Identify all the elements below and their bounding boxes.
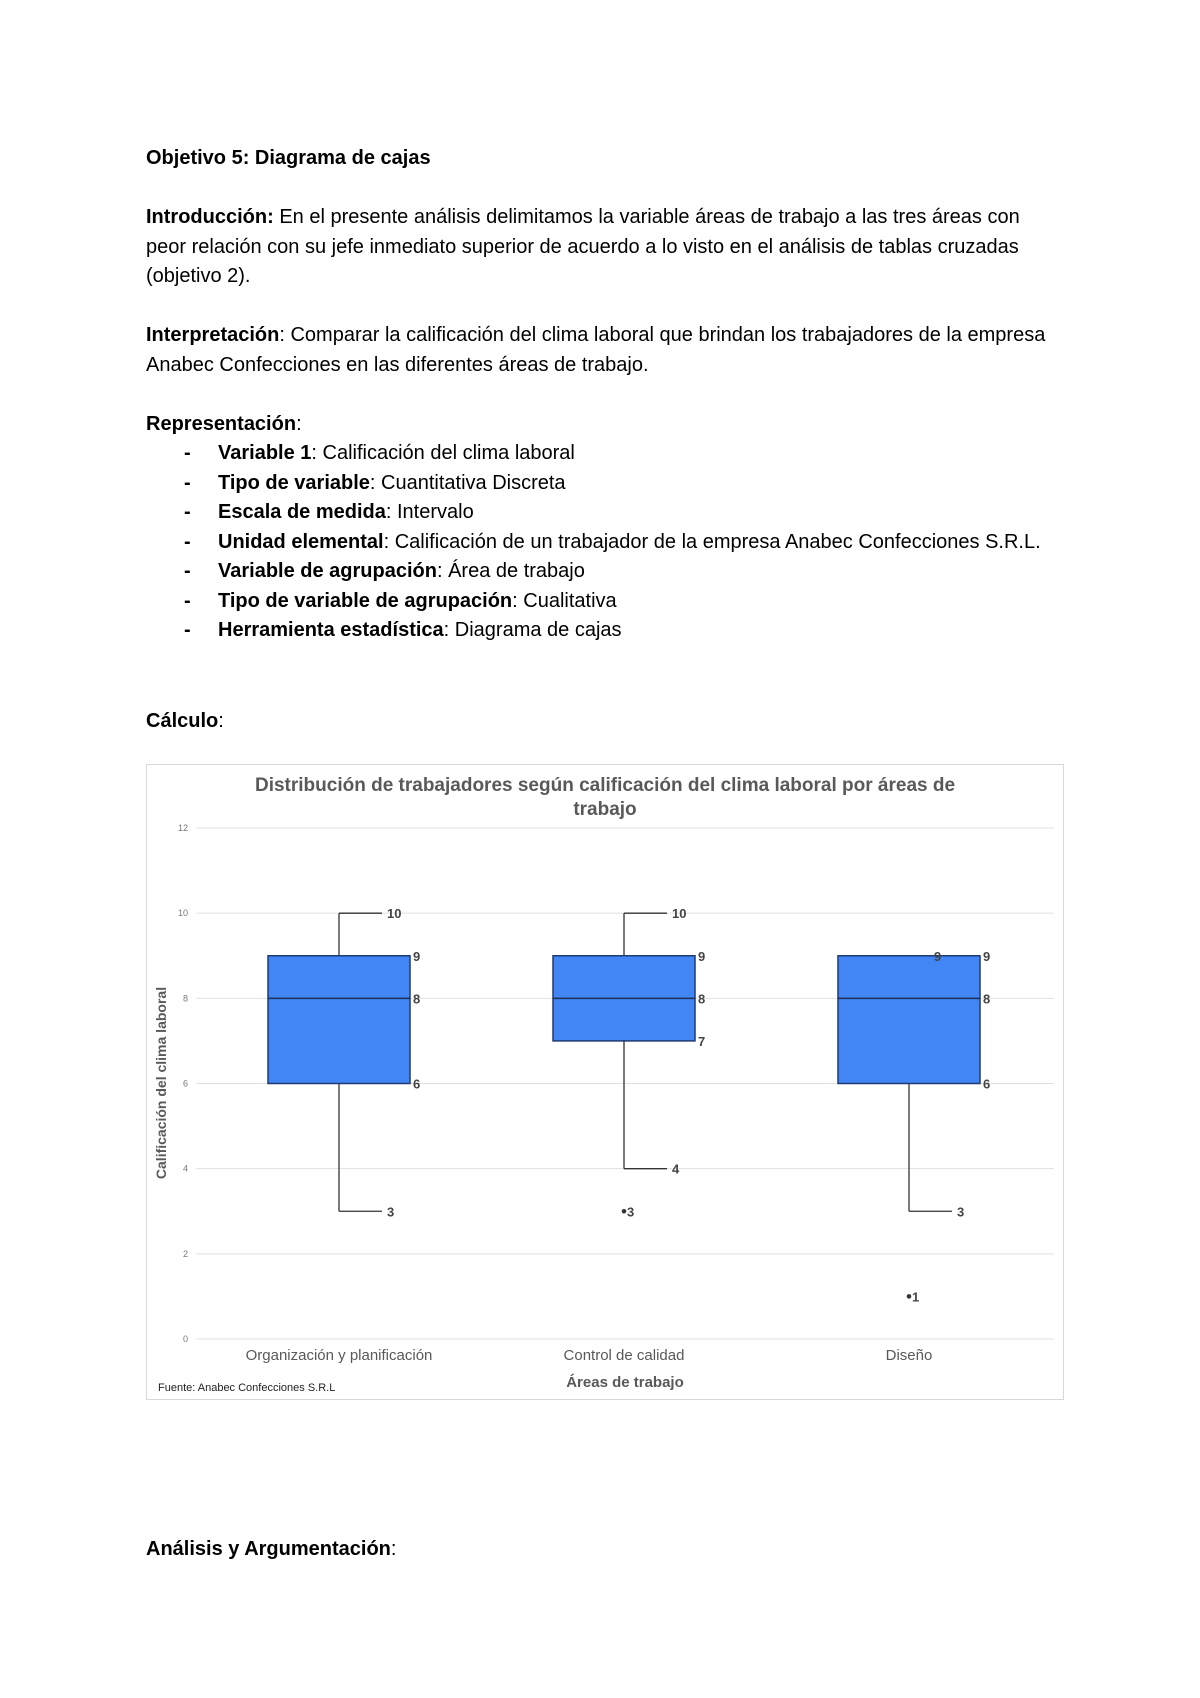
list-item: - Unidad elemental: Calificación de un trabajador de la empresa Anabec Confecciones S.R.L. [184, 530, 1041, 553]
data-label: 8 [983, 991, 991, 1007]
data-label: 9 [983, 948, 991, 964]
list-item: - Tipo de variable: Cuantitativa Discreta [184, 471, 566, 494]
representation-list [184, 439, 1044, 646]
data-label: 6 [983, 1076, 991, 1092]
introduction-paragraph [146, 203, 1064, 292]
y-tick-label: 12 [177, 823, 188, 833]
data-label: 9 [934, 948, 942, 964]
data-label: 9 [698, 948, 706, 964]
list-item: - Variable 1: Calificación del clima laboral [184, 442, 575, 464]
interpretation-label: Interpretación [146, 324, 280, 346]
list-item: - Tipo de variable de agrupación: Cualitativa [184, 589, 617, 612]
interpretation-text: : Comparar la calificación del clima laboral que brindan los trabajadores de la empresa Anabec Confecciones en las diferentes áreas de trabajo. [146, 324, 1046, 376]
boxplot-chart [146, 764, 1064, 1400]
outlier-point [907, 1294, 912, 1299]
section-title: Objetivo 5: Diagrama de cajas [146, 147, 431, 169]
x-tick-label: Control de calidad [563, 1347, 685, 1364]
data-label: 8 [413, 991, 421, 1007]
analysis-heading: Análisis y Argumentación: [146, 1538, 397, 1560]
y-tick-label: 2 [182, 1248, 188, 1259]
chart-title-line-2: trabajo [573, 799, 637, 820]
data-label: 4 [672, 1161, 680, 1177]
list-item: - Variable de agrupación: Área de trabajo [184, 560, 585, 582]
data-label: 8 [698, 991, 706, 1007]
y-tick-label: 8 [182, 993, 188, 1004]
data-label: 3 [387, 1204, 395, 1220]
data-label: 1 [912, 1289, 920, 1305]
chart-source: Fuente: Anabec Confecciones S.R.L [158, 1382, 336, 1394]
data-label: 10 [672, 906, 687, 922]
representation-label: Representación [146, 413, 297, 435]
y-tick-label: 6 [182, 1078, 188, 1089]
introduction-label: Introducción: [146, 206, 274, 228]
data-label: 3 [957, 1204, 965, 1220]
y-axis-label: Calificación del clima laboral [153, 986, 169, 1180]
introduction-text: En el presente análisis delimitamos la variable áreas de trabajo a las tres áreas con peor relación con su jefe inmediato superior de acuerdo a lo visto en el análisis de tablas cruzadas (objetivo 2). [146, 206, 1020, 287]
list-item: - Herramienta estadística: Diagrama de cajas [184, 619, 622, 641]
calculation-heading: Cálculo: [146, 710, 224, 732]
data-label: 9 [413, 948, 421, 964]
y-tick-label: 4 [182, 1163, 188, 1174]
iqr-box [268, 956, 410, 1084]
iqr-box [838, 956, 980, 1084]
data-label: 7 [698, 1033, 706, 1049]
interpretation-paragraph [146, 321, 1064, 380]
x-axis-label: Áreas de trabajo [566, 1374, 684, 1391]
list-item: - Escala de medida: Intervalo [184, 501, 474, 523]
x-tick-label: Diseño [885, 1347, 933, 1364]
representation-heading: Representación: [146, 413, 302, 435]
data-label: 3 [627, 1204, 635, 1220]
outlier-point [622, 1209, 627, 1214]
chart-svg [146, 764, 1064, 1400]
data-label: 6 [413, 1076, 421, 1092]
data-label: 10 [387, 906, 402, 922]
x-tick-label: Organización y planificación [245, 1347, 433, 1364]
chart-title-line-1: Distribución de trabajadores según calificación del clima laboral por áreas de [254, 775, 956, 796]
y-tick-label: 10 [177, 908, 188, 919]
y-tick-label: 0 [182, 1334, 188, 1344]
